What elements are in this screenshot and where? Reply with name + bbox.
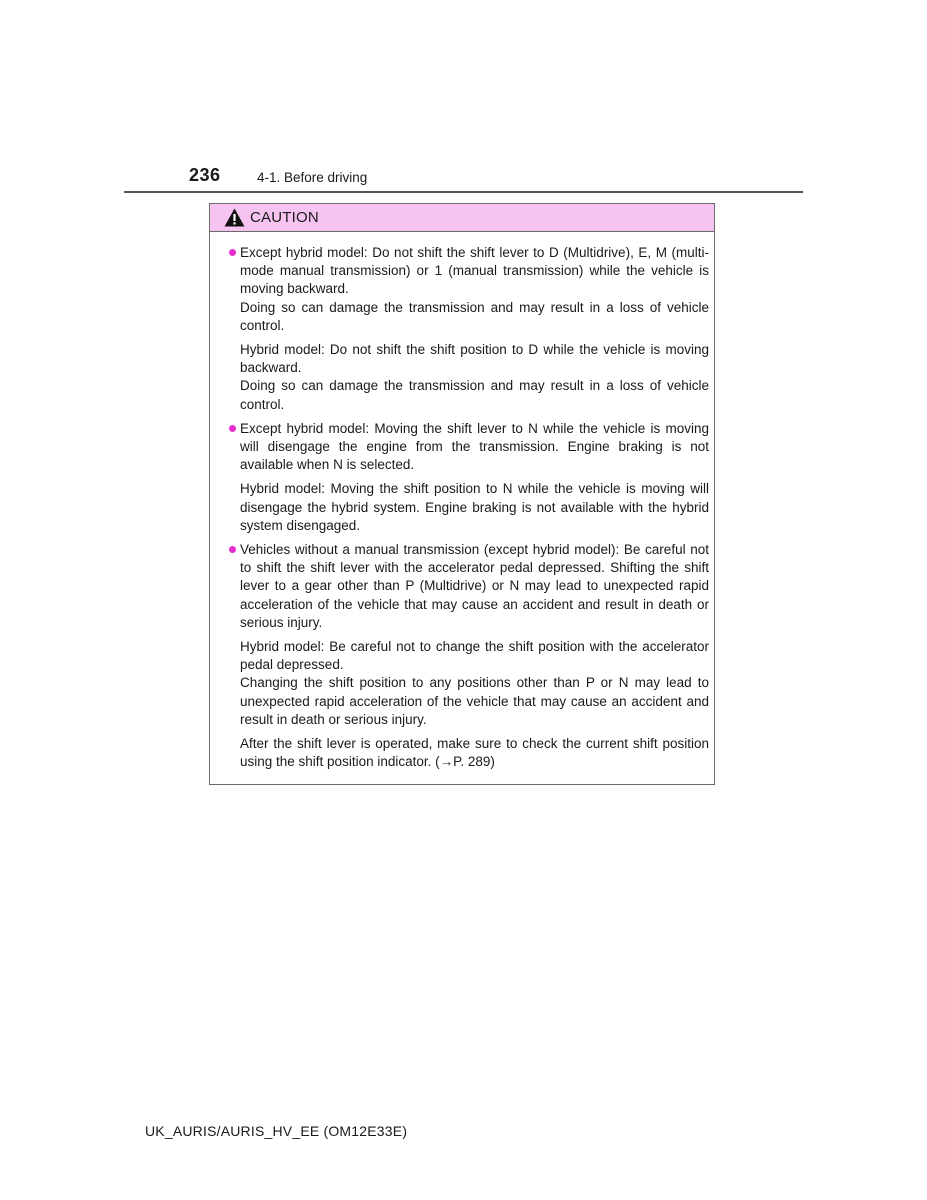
document-code: UK_AURIS/AURIS_HV_EE (OM12E33E) bbox=[145, 1123, 408, 1139]
bullet-icon bbox=[229, 249, 236, 256]
header-rule bbox=[124, 191, 803, 193]
caution-header bbox=[210, 204, 714, 232]
caution-paragraph: Vehicles without a manual transmission (except hybrid model): Be careful not to shift the shift lever with the accelerator pedal depressed. Shifting the shift lever to a gear other than P (Multidrive) or N may lead to unexpected rapid acceleration of the vehicle that may cause an accident and result in death or serious injury. bbox=[240, 542, 709, 630]
caution-paragraph: Except hybrid model: Do not shift the shift lever to D (Multidrive), E, M (multi-mode manual transmission) or 1 (manual transmission) while the vehicle is moving backward. Doing so can damage the transmission and may result in a loss of vehicle control. bbox=[240, 245, 709, 333]
caution-box bbox=[209, 203, 715, 785]
caution-paragraph: After the shift lever is operated, make sure to check the current shift position using the shift position indicator. (→P. 289) bbox=[240, 736, 709, 770]
bullet-icon bbox=[229, 425, 236, 432]
caution-paragraph: Hybrid model: Be careful not to change the shift position with the accelerator pedal depressed. Changing the shift position to any positions other than P or N may lead to unexpected rapid acceleration of the vehicle that may cause an accident and result in death or serious injury. bbox=[240, 639, 709, 727]
warning-triangle-icon bbox=[224, 208, 245, 227]
section-title: 4-1. Before driving bbox=[257, 170, 368, 185]
page-number: 236 bbox=[189, 165, 221, 185]
caution-title: CAUTION bbox=[250, 209, 319, 226]
bullet-icon bbox=[229, 546, 236, 553]
caution-item bbox=[228, 541, 709, 771]
caution-paragraph: Hybrid model: Do not shift the shift position to D while the vehicle is moving backward. Doing so can damage the transmission and may result in a loss of vehicle control. bbox=[240, 342, 709, 412]
caution-item bbox=[228, 420, 709, 535]
caution-paragraph: Except hybrid model: Moving the shift lever to N while the vehicle is moving will disengage the engine from the transmission. Engine braking is not available when N is selected. bbox=[240, 420, 709, 473]
caution-body bbox=[210, 232, 714, 771]
caution-paragraph: Hybrid model: Moving the shift position to N while the vehicle is moving will disengage the hybrid system. Engine braking is not available with the hybrid system disengaged. bbox=[240, 481, 709, 533]
caution-item bbox=[228, 244, 709, 414]
